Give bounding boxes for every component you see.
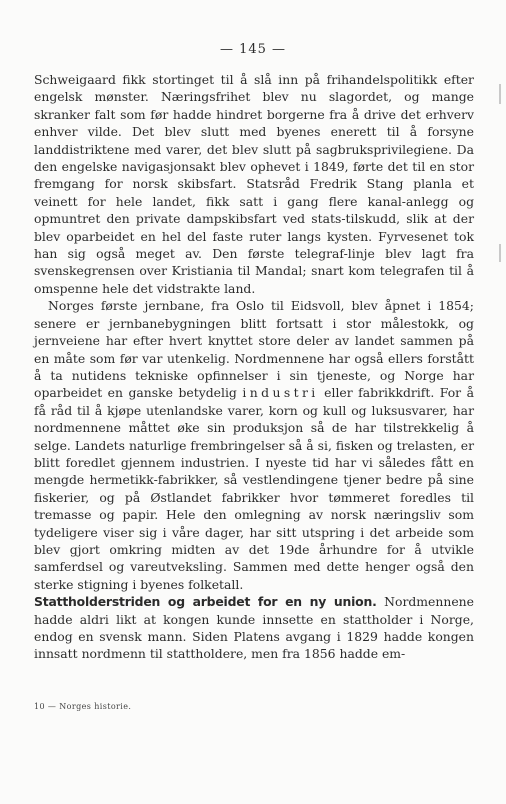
signature-footer: 10 — Norges historie. <box>34 702 132 711</box>
scan-edge-line <box>499 84 501 104</box>
body-text <box>34 71 474 663</box>
paragraph <box>34 297 474 593</box>
emphasized-word: industri <box>242 385 319 401</box>
section-heading: Stattholderstriden og arbeidet for en ny union. <box>34 594 377 610</box>
scan-edge-line <box>499 244 501 262</box>
paragraph-text: Norges første jernbane, fra Oslo til Eidsvoll, blev åpnet i 1854; senere er jernbanebygningen blitt fortsatt i stor målestokk, og jernveiene har efter hvert knyttet store deler av landet sammen på en måte som før var utenkelig. Nordmennene har også ellers forstått å ta nutidens tekniske opfinnelser i sin tjeneste, og Norge har oparbeidet en ganske betydelig <box>34 298 474 401</box>
page-number: — 145 — <box>219 42 287 57</box>
paragraph <box>34 593 474 663</box>
paragraph-text: eller fabrikkdrift. For å få råd til å kjøpe utenlandske varer, korn og kull og luksusvarer, har nordmennene måttet øke sin produksjon så de har tilstrekkelig å selge. Landets naturlige frembringelser så å si, fisken og trelasten, er blitt foredlet gjennem industrien. I nyeste tid har vi således fått en mengde hermetikk-fabrikker, så vestlendingene tjener bedre på sine fiskerier, og på Østlandet fabrikker hvor tømmeret foredles til tremasse og papir. Hele den omlegning av norsk næringsliv som tydeligere viser sig i våre dager, har sitt utspring i det arbeide som blev gjort omkring midten av det 19de århundre for å utvikle samferdsel og vareutveksling. Sammen med dette henger også den sterke stigning i byenes folketall. <box>34 385 475 592</box>
paragraph: Schweigaard fikk stortinget til å slå inn på frihandelspolitikk efter engelsk mønster. Næringsfrihet blev nu slagordet, og mange skranker falt som før hadde hindret borgerne fra å drive det erhverv enhver vilde. Det blev slutt med byenes enerett til å forsyne landdistriktene med varer, det blev slutt på sagbruksprivilegiene. Da den engelske navigasjonsakt blev ophevet i 1849, førte det til en stor fremgang for norsk skibsfart. Statsråd Fredrik Stang planla et veinett for hele landet, fikk satt i gang flere kanal-anlegg og opmuntret den private dampskibsfart ved stats-tilskudd, slik at der blev oparbeidet en hel del faste ruter langs kysten. Fyrvesenet tok han sig også meget av. Den første telegraf-linje blev lagt fra svenskegrensen over Kristiania til Mandal; snart kom telegrafen til å omspenne hele det vidstrakte land. <box>34 72 474 296</box>
paragraph-text: Nordmennene hadde aldri likt at kongen kunde innsette en stattholder i Norge, endog en svensk mann. Siden Platens avgang i 1829 hadde kongen innsatt nordmenn til stattholdere, men fra 1856 hadde em- <box>34 594 474 662</box>
